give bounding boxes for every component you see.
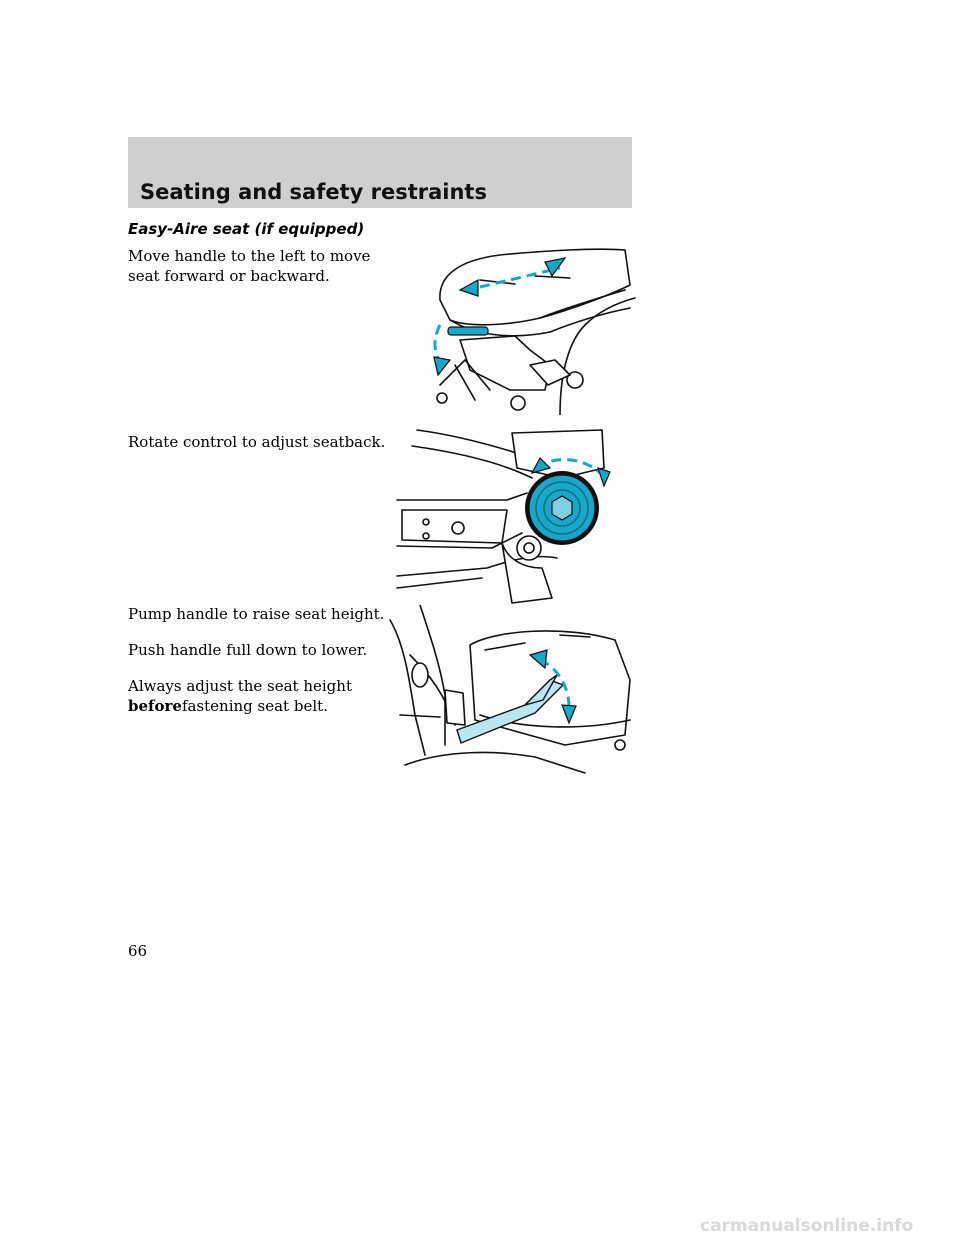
instruction-push-handle: Push handle full down to lower. bbox=[128, 641, 368, 659]
section-title: Seating and safety restraints bbox=[140, 180, 487, 204]
seat-height-pump-handle-illustration bbox=[385, 605, 635, 775]
seatback-rotary-control-illustration bbox=[392, 428, 612, 608]
instruction-rotate-seatback: Rotate control to adjust seatback. bbox=[128, 433, 386, 451]
seat-forward-backward-handle-illustration bbox=[420, 240, 640, 415]
instruction-adjust-post: fastening seat belt. bbox=[181, 697, 328, 715]
sub-heading: Easy-Aire seat (if equipped) bbox=[128, 220, 365, 238]
watermark: carmanualsonline.info bbox=[700, 1216, 914, 1236]
instruction-move-seat: Move handle to the left to move seat forward or backward. bbox=[128, 247, 371, 285]
instruction-pump-handle: Pump handle to raise seat height. bbox=[128, 605, 385, 623]
instruction-adjust-before bbox=[128, 676, 393, 716]
instruction-adjust-pre: Always adjust the seat height bbox=[128, 677, 352, 695]
page-number: 66 bbox=[128, 942, 148, 960]
instruction-adjust-emphasis: before bbox=[128, 697, 182, 715]
